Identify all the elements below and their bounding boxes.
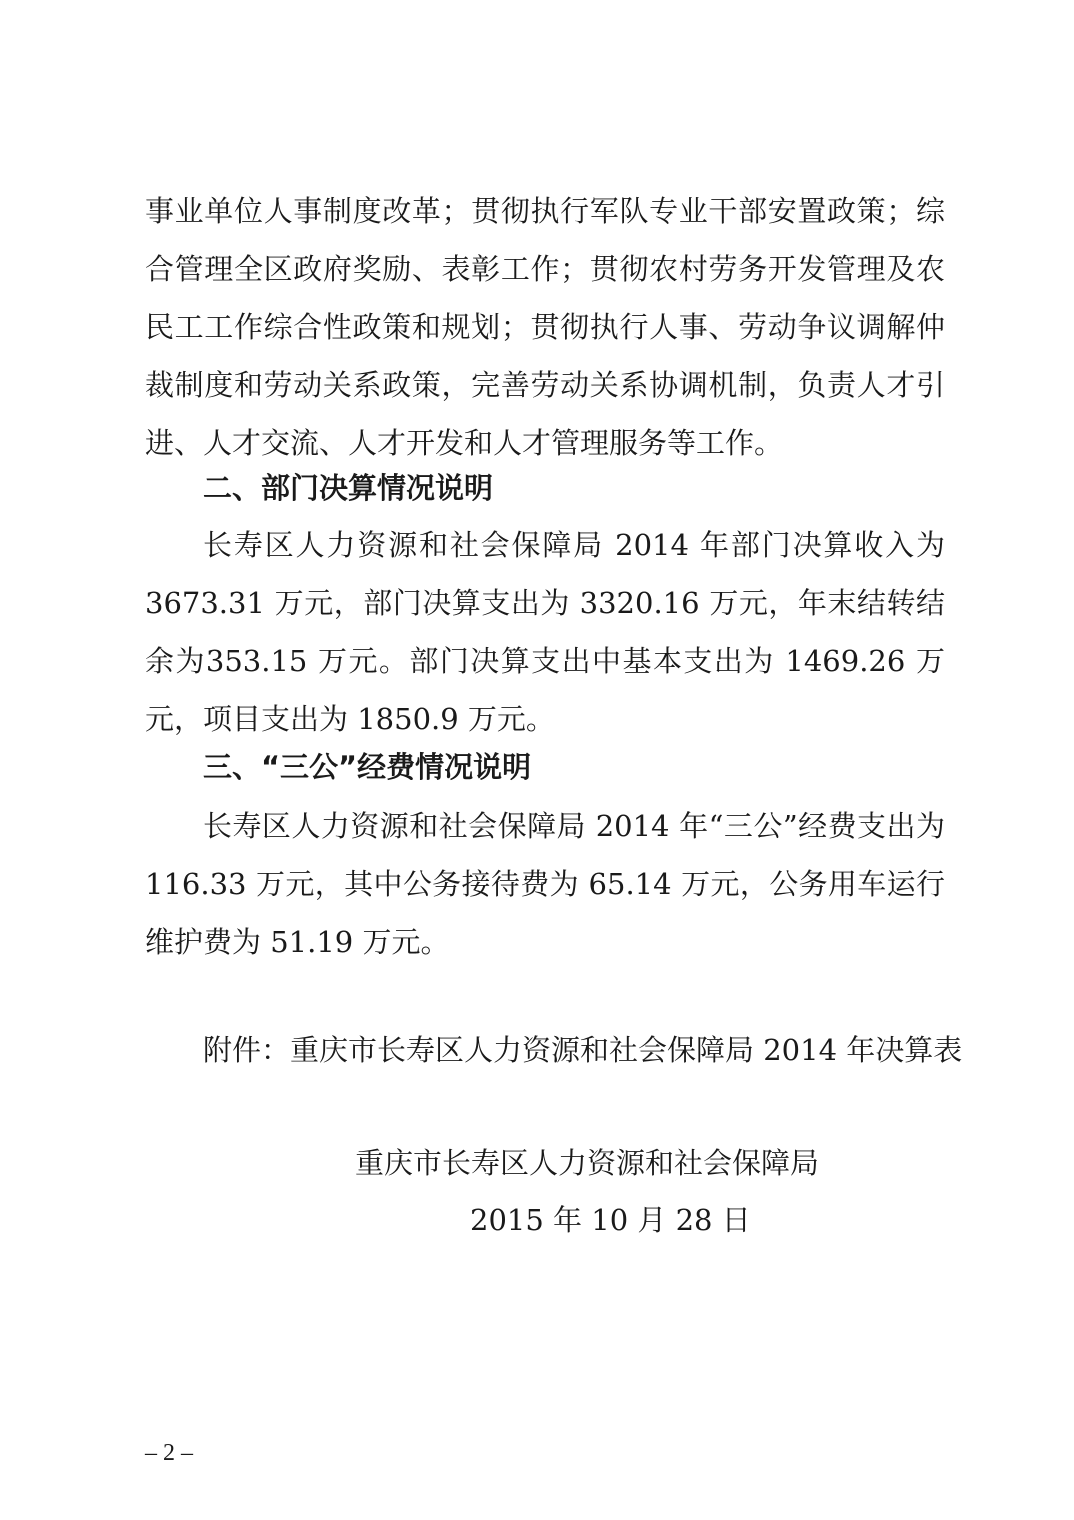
section-heading-three-public-expenses: 三、“三公”经费情况说明 (203, 750, 532, 784)
attachment-note: 附件：重庆市长寿区人力资源和社会保障局 2014 年决算表 (203, 1033, 963, 1067)
intro-paragraph: 事业单位人事制度改革；贯彻执行军队专业干部安置政策；综合管理全区政府奖励、表彰工作；贯彻农村劳务开发管理及农民工工作综合性政策和规划；贯彻执行人事、劳动争议调解仲裁制度和劳动关系政策，完善劳动关系协调机制，负责人才引进、人才交流、人才开发和人才管理服务等工作。 (145, 194, 945, 460)
signature-organization: 重庆市长寿区人力资源和社会保障局 (355, 1146, 820, 1180)
signature-date: 2015 年 10 月 28 日 (470, 1203, 751, 1237)
page-number: – 2 – (145, 1440, 193, 1466)
three-public-expenses-paragraph: 长寿区人力资源和社会保障局 2014 年“三公”经费支出为116.33 万元，其中公务接待费为 65.14 万元，公务用车运行维护费为 51.19 万元。 (145, 809, 945, 959)
final-accounts-paragraph: 长寿区人力资源和社会保障局 2014 年部门决算收入为3673.31 万元，部门决算支出为 3320.16 万元，年末结转结余为353.15 万元。部门决算支出中基本支出为 1469.26 万元，项目支出为 1850.9 万元。 (145, 528, 945, 736)
section-heading-final-accounts: 二、部门决算情况说明 (203, 471, 494, 505)
